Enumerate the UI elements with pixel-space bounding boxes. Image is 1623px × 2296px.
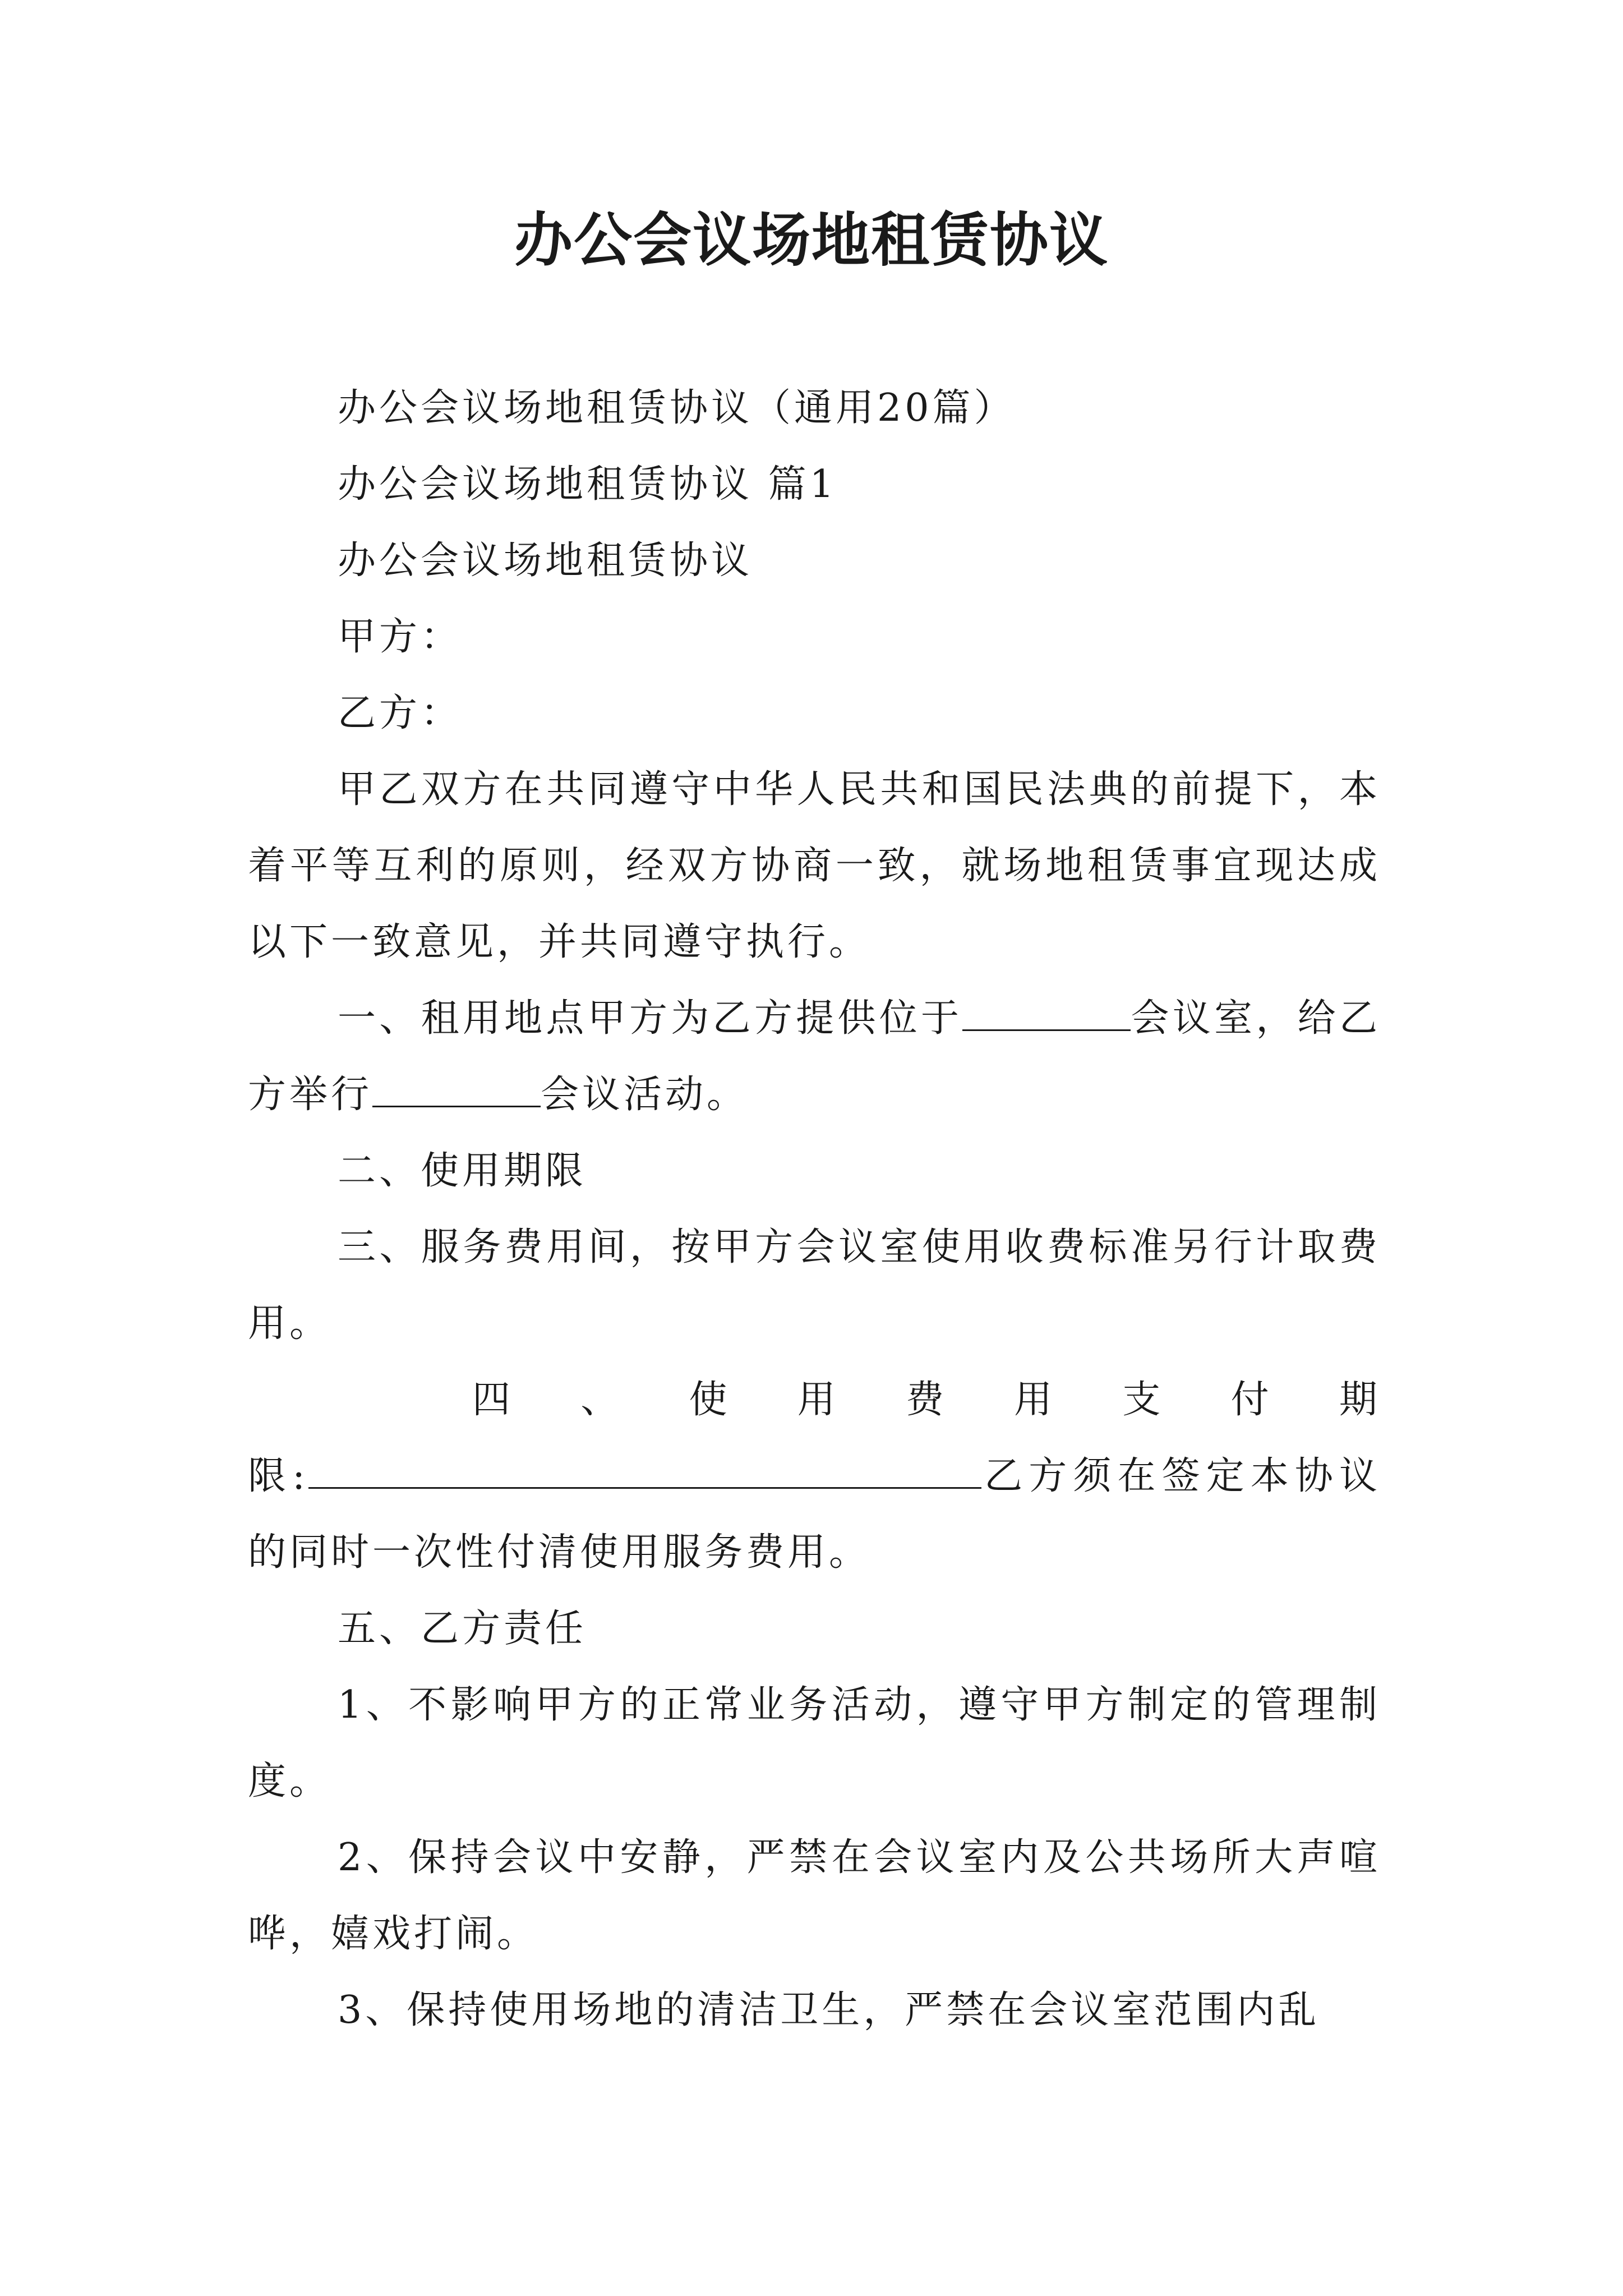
document-title: 办公会议场地租赁协议 (514, 205, 1109, 274)
paragraph-clause-4-rest (248, 1438, 1381, 1591)
paragraph-agreement-name: 办公会议场地租赁协议 (338, 539, 753, 583)
paragraph-clause-1 (248, 981, 1381, 1133)
paragraph-subtitle: 办公会议场地租赁协议（通用20篇） (338, 386, 1016, 430)
paragraph-party-a: 甲方： (338, 615, 463, 659)
venue-blank (962, 987, 1131, 1031)
paragraph-party-b: 乙方： (338, 691, 463, 735)
clause-1-text-b: 会议室，给乙方举行 (248, 996, 1381, 1117)
clause-4-char: 四 (472, 1378, 514, 1422)
clause-4-char: 付 (1230, 1378, 1272, 1422)
paragraph-chapter-heading: 办公会议场地租赁协议 篇1 (338, 462, 837, 507)
paragraph-clause-4-line1 (248, 1362, 1381, 1438)
clause-4-char: 期 (1339, 1378, 1381, 1422)
clause-4-char: 用 (797, 1378, 839, 1422)
clause-1-text-a: 一、租用地点甲方为乙方提供位于 (338, 996, 963, 1041)
clause-4-text-a: 限: (248, 1454, 309, 1498)
clause-4-char: 用 (1014, 1378, 1056, 1422)
paragraph-item-1: 1、不影响甲方的正常业务活动，遵守甲方制定的管理制度。 (248, 1683, 1381, 1803)
activity-blank (372, 1063, 541, 1107)
paragraph-clause-3: 三、服务费用间，按甲方会议室使用收费标准另行计取费用。 (248, 1225, 1381, 1346)
paragraph-item-2: 2、保持会议中安静，严禁在会议室内及公共场所大声喧哗，嬉戏打闹。 (248, 1835, 1381, 1956)
clause-4-char: 费 (905, 1378, 947, 1422)
clause-1-text-c: 会议活动。 (541, 1073, 749, 1117)
payment-deadline-blank (308, 1444, 981, 1489)
paragraph-clause-2: 二、使用期限 (338, 1149, 587, 1193)
paragraph-preamble: 甲乙双方在共同遵守中华人民共和国民法典的前提下，本着平等互利的原则，经双方协商一致，就场地租赁事宜现达成以下一致意见，并共同遵守执行。 (248, 767, 1381, 964)
clause-4-char: 使 (689, 1378, 731, 1422)
clause-4-text-b: 乙方须在签定本协议的同时一次性付清使用服务费用。 (248, 1454, 1381, 1575)
document-body (248, 370, 1381, 2049)
paragraph-clause-5: 五、乙方责任 (338, 1607, 587, 1651)
paragraph-item-3: 3、保持使用场地的清洁卫生，严禁在会议室范围内乱 (338, 1988, 1320, 2032)
clause-4-char: 支 (1122, 1378, 1164, 1422)
clause-4-char: 、 (580, 1378, 623, 1422)
